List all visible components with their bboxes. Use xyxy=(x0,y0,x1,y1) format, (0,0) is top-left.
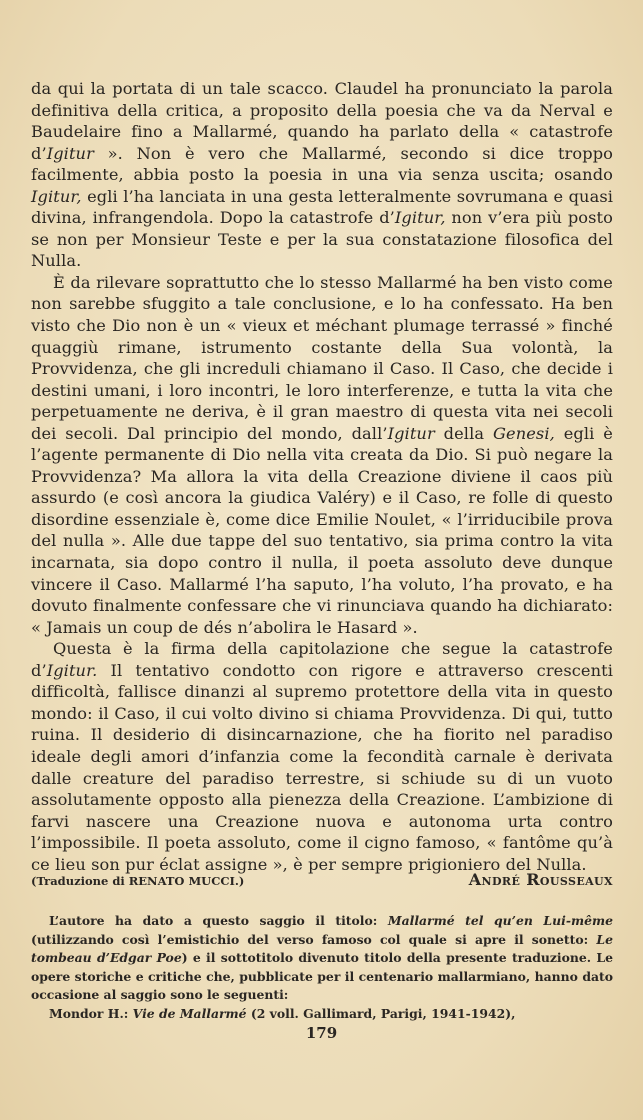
footnote-1: L’autore ha dato a questo saggio il titolo: Mallarmé tel qu’en Lui-même (utilizzando così l’emistichio del verso famoso col quale si apre il sonetto: Le tombeau d’Edgar Poe) e il sottotitolo divenuto titolo della presente traduzione. Le opere storiche e critiche che, pubblicate per il centenario mallarmiano, hanno dato occasione al saggio sono le seguenti: xyxy=(31,913,614,1003)
page-number: 179 xyxy=(305,1024,338,1042)
footnotes xyxy=(31,912,613,1024)
paragraph-3: Questa è la firma della capitolazione che segue la catastrofe d’Igitur. Il tentativo condotto con rigore e attraverso crescenti difficoltà, fallisce dinanzi al supremo protettore della vita in questo mondo: il Caso, il cui volto divino si chiama Provvidenza. Di qui, tutto ruina. Il desiderio di disincarnazione, che ha fiorito nel paradiso ideale degli amori d’infanzia come la fecondità carnale è derivata dalle creature del paradiso terrestre, si schiude su di un vuoto assolutamente opposto alla pienezza della Creazione. L’ambizione di farvi nascere una Creazione nuova e autonoma urta contro l’impossibile. Il poeta assoluto, come il cigno famoso, « fantôme qu’à ce lieu son pur éclat assigne », è per sempre prigioniero del Nulla. xyxy=(31,639,613,874)
paragraph-1: da qui la portata di un tale scacco. Claudel ha pronunciato la parola definitiva della critica, a proposito della poesia che va da Nerval e Baudelaire fino a Mallarmé, quando ha parlato della « catastrofe d’Igitur ». Non è vero che Mallarmé, secondo si dice troppo facilmente, abbia posto la poesia in una via senza uscita; osando Igitur, egli l’ha lanciata in una gesta letteralmente sovrumana e quasi divina, infrangendola. Dopo la catastrofe d’Igitur, non v’era più posto se non per Monsieur Teste e per la sua constatazione filosofica del Nulla. xyxy=(31,79,613,271)
author-name: André Rousseaux xyxy=(468,870,613,889)
paragraph-2: È da rilevare soprattutto che lo stesso Mallarmé ha ben visto come non sarebbe sfuggito a tale conclusione, e lo ha confessato. Ha ben visto che Dio non è un « vieux et méchant plumage terrassé » finché quaggiù rimane, istrumento costante della Sua volontà, la Provvidenza, che gli increduli chiamano il Caso. Il Caso, che decide i destini umani, i loro incontri, le loro interferenze, e tutta la vita che perpetuamente ne deriva, è il gran maestro di questa vita nei secoli dei secoli. Dal principio del mondo, dall’Igitur della Genesi, egli è l’agente permanente di Dio nella vita creata da Dio. Si può negare la Provvidenza? Ma allora la vita della Creazione diviene il caos più assurdo (e così ancora la giudica Valéry) e il Caso, re folle di questo disordine essenziale è, come dice Emilie Noulet, « l’irriducibile prova del nulla ». Alle due tappe del suo tentativo, sia prima contro la vita incarnata, sia dopo contro il nulla, il poeta assoluto deve dunque vincere il Caso. Mallarmé l’ha saputo, l’ha voluto, l’ha provato, e ha dovuto finalmente confessare che vi rinunciava quando ha dichiarato: « Jamais un coup de dés n’abolira le Hasard ». xyxy=(31,272,613,637)
essay-text xyxy=(31,78,613,875)
signature-row xyxy=(31,870,613,892)
translation-credit: (Traduzione di RENATO MUCCI.) xyxy=(31,874,245,888)
footnote-2: Mondor H.: Vie de Mallarmé (2 voll. Gallimard, Parigi, 1941-1942), xyxy=(49,1005,516,1021)
